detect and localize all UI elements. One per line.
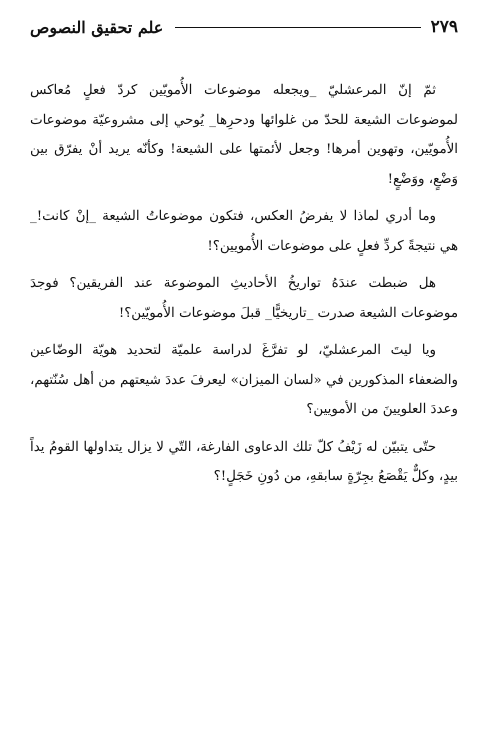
page-number: ٢٧٩	[430, 17, 458, 37]
running-header	[30, 14, 458, 40]
header-rule	[175, 27, 420, 28]
paragraph: ثمّ إنّ المرعشليّ _ويجعله موضوعات الأُمويّين كردّ فعلٍ مُعاكس لموضوعات الشيعة للحدّ من غلوائها ودحرِها_ يُوحي إلى مشروعيّة موضوعات الأُمويّين، وتهوين أمرها! وجعل لأئمتها على الشيعة! وكأنّه يريد أنْ يفرّق بين وَضْعٍ، ووَضْعٍ!	[30, 83, 458, 187]
paragraph: ويا ليتَ المرعشليّ، لو تفرَّغَ لدراسة علميّة لتحديد هويّة الوضّاعين والضعفاء المذكورين في «لسان الميزان» ليعرفَ عددَ شيعتهم من أهل سُنّتهم، وعددَ العلويينَ من الأمويين؟	[30, 343, 458, 417]
paragraph: وما أدري لماذا لا يفرضُ العكس، فتكون موضوعاتُ الشيعة _إنْ كانت!_ هي نتيجةً كردِّ فعلٍ على موضوعات الأُمويين؟!	[30, 209, 458, 254]
paragraph: حتّى يتبيّن له زَيْفُ كلّ تلك الدعاوى الفارغة، التّي لا يزال يتداولها القومُ يداً بيدٍ، وكلٌّ يَقْصَعُ بجِرّةٍ سابقهِ، من دُونِ خَجَلٍ!؟	[30, 439, 458, 484]
book-title: علم تحقيق النصوص	[30, 17, 164, 37]
paragraph: هل ضبطت عندَهُ تواريخُ الأحاديثِ الموضوعة عند الفريقين؟ فوجدَ موضوعات الشيعة صدرت _تاريخيًّا_ قبلَ موضوعات الأُمويّين؟!	[30, 276, 458, 321]
body-text	[30, 76, 458, 492]
book-page	[30, 14, 458, 500]
